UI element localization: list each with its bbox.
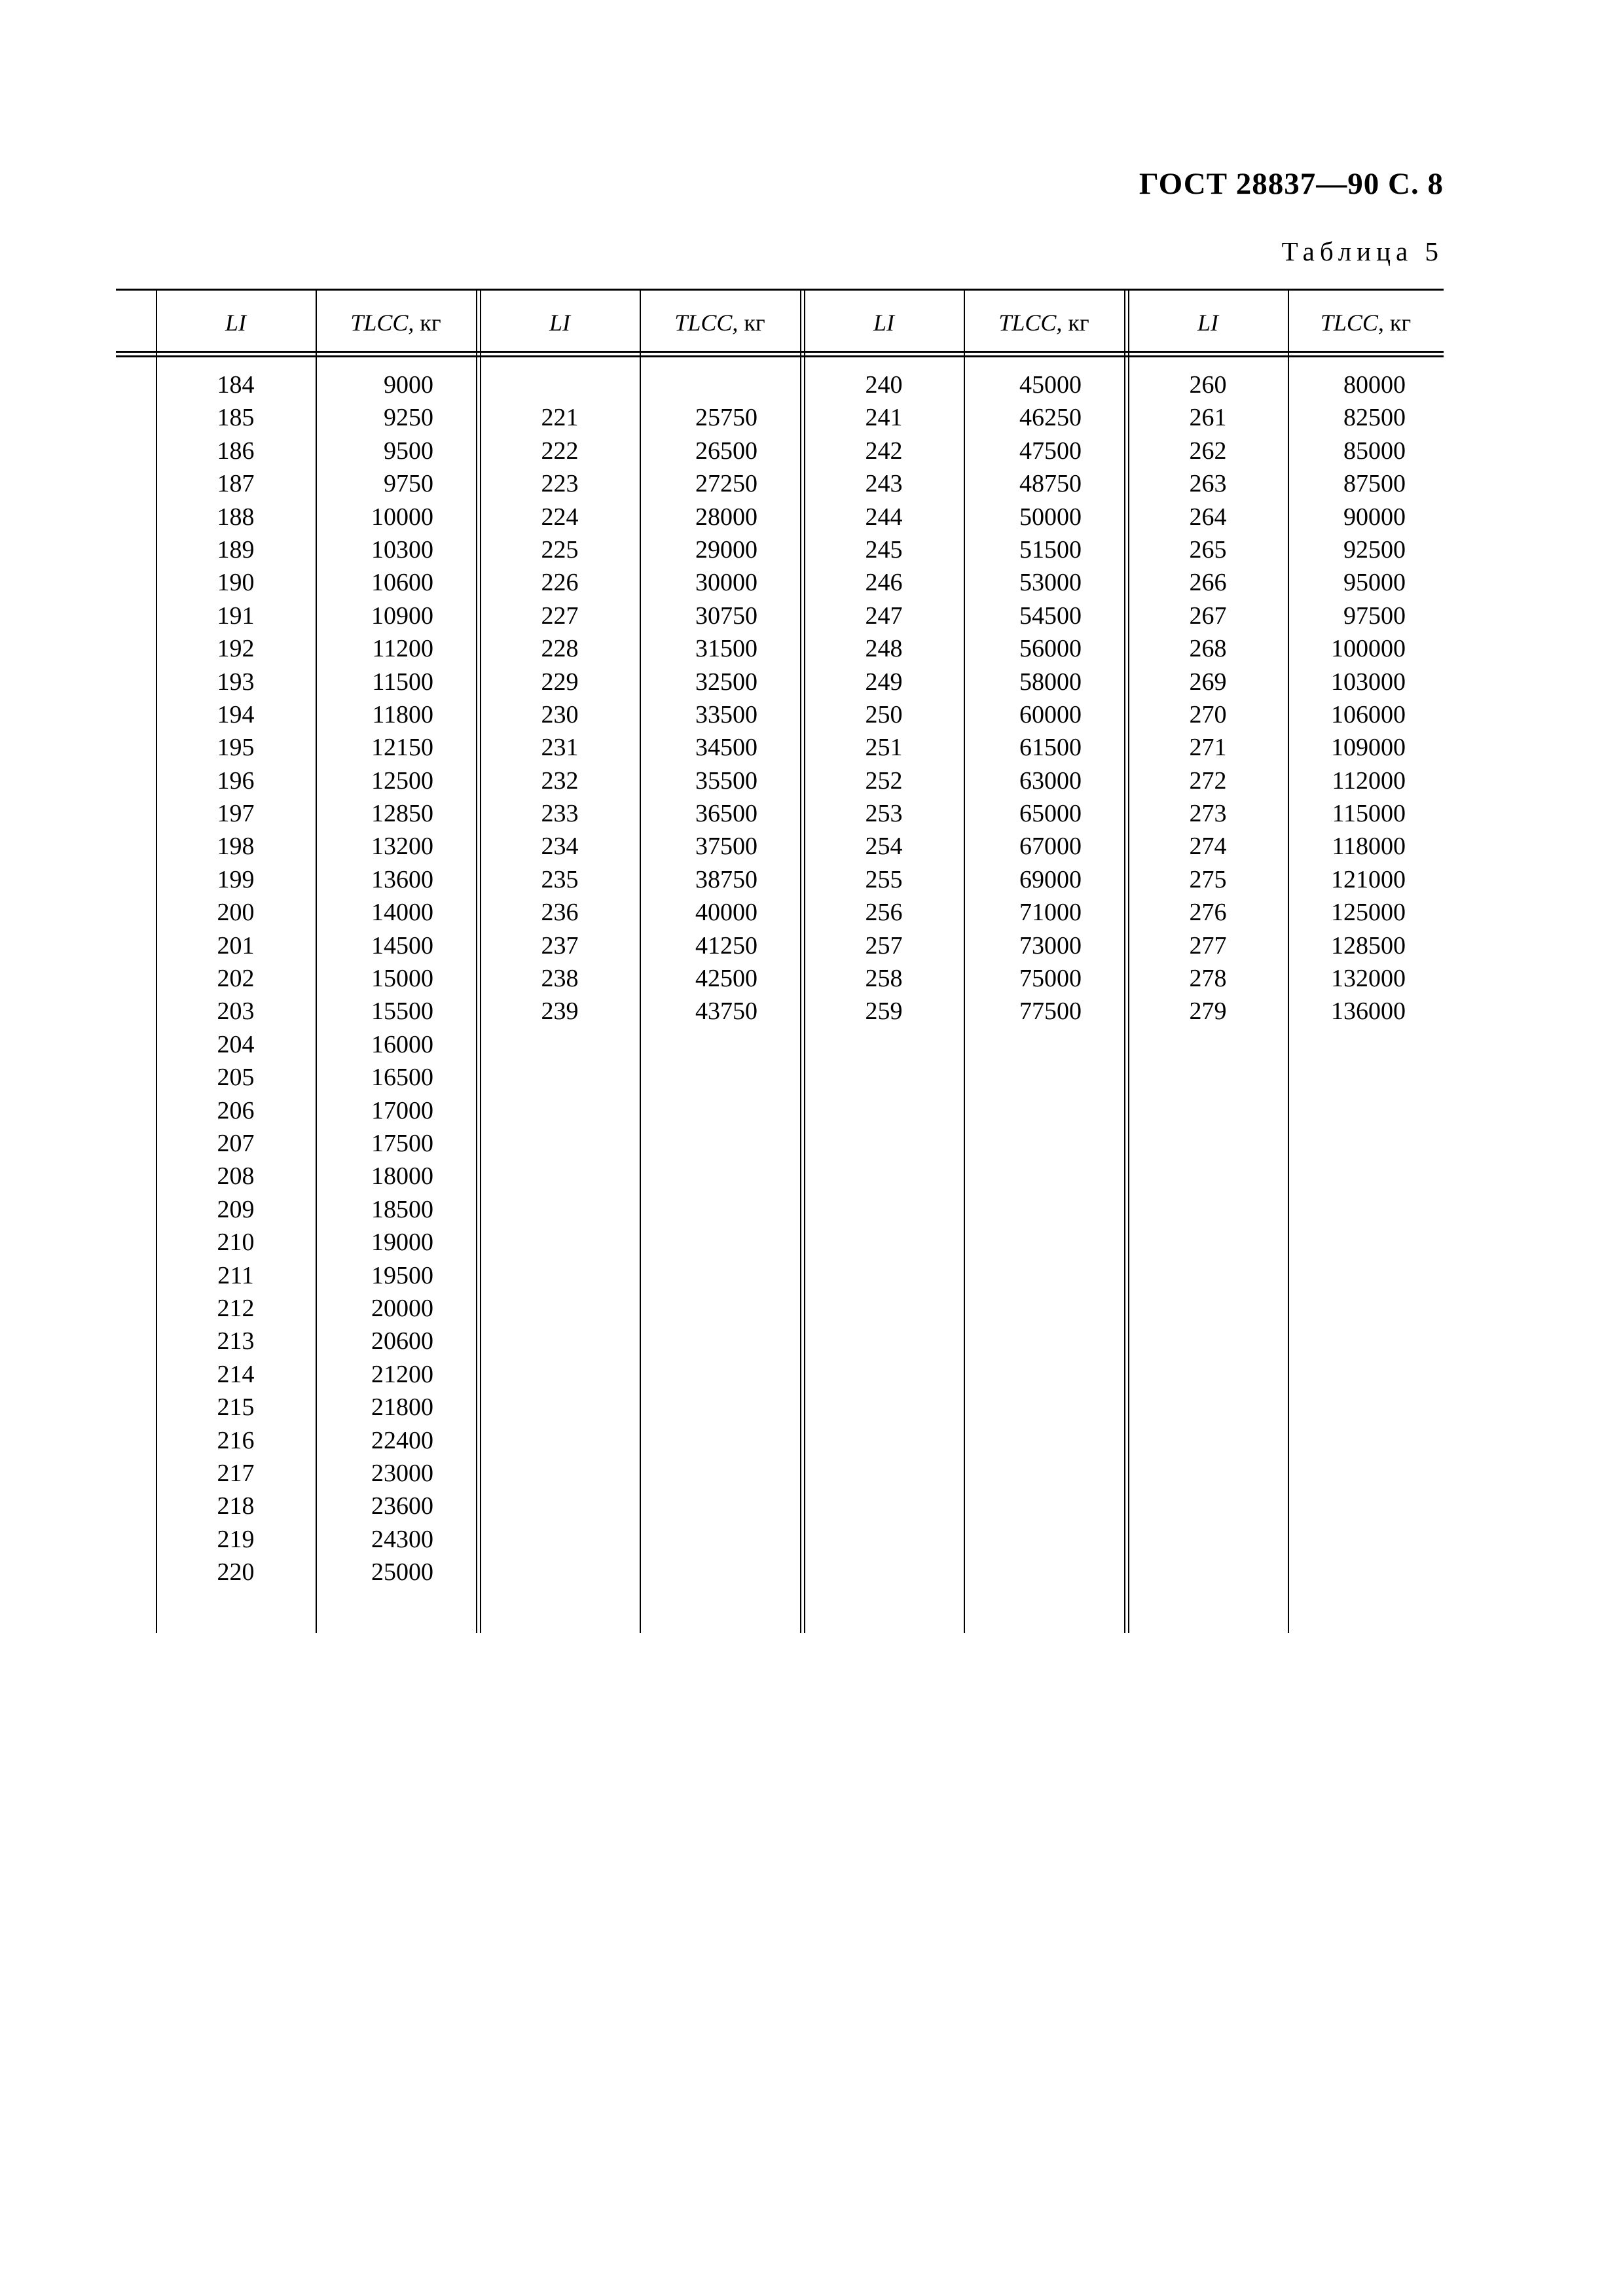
- load-index-cell: 246: [865, 569, 903, 597]
- tlcc-value-cell: 15500: [371, 997, 433, 1026]
- load-index-cell: 248: [865, 635, 903, 663]
- tlcc-value-cell: 45000: [1019, 371, 1082, 399]
- tlcc-value-cell: 37500: [695, 833, 757, 861]
- header-li-3: LI: [873, 310, 894, 336]
- load-index-cell: 264: [1189, 503, 1227, 531]
- tlcc-value-cell: 29000: [695, 535, 757, 564]
- tlcc-value-cell: 32500: [695, 668, 757, 696]
- tlcc-value-cell: 58000: [1019, 668, 1082, 696]
- tlcc-value-cell: 38750: [695, 865, 757, 893]
- load-index-cell: 258: [865, 965, 903, 993]
- tlcc-value-cell: 10300: [371, 535, 433, 564]
- tlcc-value-cell: 128500: [1331, 931, 1406, 960]
- load-index-cell: 221: [541, 404, 579, 432]
- tlcc-value-cell: 82500: [1343, 404, 1406, 432]
- tlcc-value-cell: 30000: [695, 569, 757, 597]
- load-index-cell: 239: [541, 997, 579, 1026]
- load-index-cell: 231: [541, 734, 579, 762]
- tlcc-value-cell: 26500: [695, 437, 757, 465]
- tlcc-value-cell: 25000: [371, 1558, 433, 1587]
- tlcc-value-cell: 121000: [1331, 865, 1406, 893]
- tlcc-value-cell: 19500: [371, 1261, 433, 1289]
- tlcc-value-cell: 41250: [695, 931, 757, 960]
- tlcc-column-3: [964, 368, 1082, 1028]
- load-index-cell: 271: [1189, 734, 1227, 762]
- tlcc-value-cell: 14500: [371, 931, 433, 960]
- load-index-cell: 274: [1189, 833, 1227, 861]
- tlcc-value-cell: 80000: [1343, 371, 1406, 399]
- load-index-cell: 202: [217, 965, 255, 993]
- tlcc-value-cell: 43750: [695, 997, 757, 1026]
- load-index-cell: 237: [541, 931, 579, 960]
- tlcc-value-cell: 118000: [1332, 833, 1406, 861]
- empty-cell: [480, 368, 640, 401]
- load-index-cell: 252: [865, 766, 903, 795]
- empty-cell: [640, 368, 757, 401]
- tlcc-value-cell: 136000: [1331, 997, 1406, 1026]
- tlcc-value-cell: 18000: [371, 1162, 433, 1191]
- tlcc-value-cell: 73000: [1019, 931, 1082, 960]
- tlcc-value-cell: 65000: [1019, 800, 1082, 828]
- tlcc-value-cell: 112000: [1332, 766, 1406, 795]
- load-index-cell: 259: [865, 997, 903, 1026]
- header-tlcc-1: TLCC, кг: [350, 310, 441, 336]
- load-index-cell: 261: [1189, 404, 1227, 432]
- tlcc-value-cell: 9500: [384, 437, 433, 465]
- load-index-cell: 233: [541, 800, 579, 828]
- tlcc-value-cell: 16500: [371, 1064, 433, 1092]
- tlcc-value-cell: 11200: [372, 635, 433, 663]
- load-index-cell: 251: [865, 734, 903, 762]
- tlcc-value-cell: 35500: [695, 766, 757, 795]
- load-index-cell: 197: [217, 800, 255, 828]
- tlcc-value-cell: 18500: [371, 1195, 433, 1223]
- load-index-cell: 244: [865, 503, 903, 531]
- tlcc-value-cell: 20000: [371, 1294, 433, 1322]
- load-index-cell: 247: [865, 601, 903, 630]
- tlcc-value-cell: 92500: [1343, 535, 1406, 564]
- tlcc-value-cell: 53000: [1019, 569, 1082, 597]
- tlcc-value-cell: 22400: [371, 1426, 433, 1454]
- load-index-cell: 273: [1189, 800, 1227, 828]
- tlcc-value-cell: 23000: [371, 1459, 433, 1487]
- tlcc-value-cell: 27250: [695, 470, 757, 498]
- tlcc-value-cell: 33500: [695, 700, 757, 728]
- header-tlcc-4: TLCC, кг: [1320, 310, 1412, 336]
- tlcc-value-cell: 15000: [371, 965, 433, 993]
- load-index-cell: 205: [217, 1064, 255, 1092]
- load-index-cell: 278: [1189, 965, 1227, 993]
- header-tlcc-3: TLCC, кг: [998, 310, 1089, 336]
- load-index-cell: 240: [865, 371, 903, 399]
- load-index-cell: 222: [541, 437, 579, 465]
- load-index-cell: 226: [541, 569, 579, 597]
- tlcc-value-cell: 30750: [695, 601, 757, 630]
- load-index-cell: 228: [541, 635, 579, 663]
- tlcc-value-cell: 87500: [1343, 470, 1406, 498]
- tlcc-value-cell: 100000: [1331, 635, 1406, 663]
- tlcc-value-cell: 50000: [1019, 503, 1082, 531]
- load-index-cell: 215: [217, 1393, 255, 1422]
- tlcc-value-cell: 12150: [371, 734, 433, 762]
- tlcc-value-cell: 14000: [371, 899, 433, 927]
- load-index-table: [116, 289, 1444, 1633]
- tlcc-value-cell: 24300: [371, 1525, 433, 1553]
- load-index-cell: 265: [1189, 535, 1227, 564]
- load-index-cell: 263: [1189, 470, 1227, 498]
- tlcc-column-1: [316, 368, 433, 1588]
- load-index-cell: 262: [1189, 437, 1227, 465]
- tlcc-value-cell: 34500: [695, 734, 757, 762]
- load-index-cell: 212: [217, 1294, 255, 1322]
- group-divider: [476, 289, 477, 1633]
- tlcc-value-cell: 11800: [372, 700, 433, 728]
- load-index-cell: 275: [1189, 865, 1227, 893]
- tlcc-value-cell: 31500: [695, 635, 757, 663]
- tlcc-value-cell: 16000: [371, 1030, 433, 1058]
- header-li-4: LI: [1197, 310, 1218, 336]
- tlcc-value-cell: 12850: [371, 800, 433, 828]
- tlcc-value-cell: 69000: [1019, 865, 1082, 893]
- tlcc-value-cell: 9000: [384, 371, 433, 399]
- group-divider: [800, 289, 801, 1633]
- load-index-cell: 192: [217, 635, 255, 663]
- tlcc-value-cell: 25750: [695, 404, 757, 432]
- tlcc-value-cell: 63000: [1019, 766, 1082, 795]
- load-index-cell: 249: [865, 668, 903, 696]
- tlcc-value-cell: 9250: [384, 404, 433, 432]
- tlcc-value-cell: 9750: [384, 470, 433, 498]
- tlcc-value-cell: 47500: [1019, 437, 1082, 465]
- page-header: ГОСТ 28837—90 С. 8: [1139, 167, 1444, 201]
- load-index-cell: 260: [1189, 371, 1227, 399]
- header-tlcc-2: TLCC, кг: [674, 310, 765, 336]
- tlcc-value-cell: 61500: [1019, 734, 1082, 762]
- load-index-cell: 242: [865, 437, 903, 465]
- load-index-cell: 186: [217, 437, 255, 465]
- tlcc-value-cell: 60000: [1019, 700, 1082, 728]
- load-index-cell: 234: [541, 833, 579, 861]
- header-li-2: LI: [549, 310, 570, 336]
- tlcc-value-cell: 19000: [371, 1229, 433, 1257]
- tlcc-value-cell: 17500: [371, 1129, 433, 1157]
- tlcc-value-cell: 95000: [1343, 569, 1406, 597]
- load-index-cell: 185: [217, 404, 255, 432]
- load-index-cell: 257: [865, 931, 903, 960]
- li-column-3: [804, 368, 964, 1028]
- tlcc-value-cell: 17000: [371, 1096, 433, 1124]
- load-index-cell: 196: [217, 766, 255, 795]
- load-index-cell: 214: [217, 1360, 255, 1388]
- load-index-cell: 253: [865, 800, 903, 828]
- load-index-cell: 216: [217, 1426, 255, 1454]
- load-index-cell: 225: [541, 535, 579, 564]
- load-index-cell: 194: [217, 700, 255, 728]
- load-index-cell: 203: [217, 997, 255, 1026]
- tlcc-value-cell: 85000: [1343, 437, 1406, 465]
- tlcc-value-cell: 10600: [371, 569, 433, 597]
- load-index-cell: 188: [217, 503, 255, 531]
- load-index-cell: 218: [217, 1492, 255, 1520]
- load-index-cell: 229: [541, 668, 579, 696]
- load-index-cell: 211: [217, 1261, 254, 1289]
- load-index-cell: 224: [541, 503, 579, 531]
- tlcc-value-cell: 97500: [1343, 601, 1406, 630]
- tlcc-value-cell: 36500: [695, 800, 757, 828]
- load-index-cell: 220: [217, 1558, 255, 1587]
- tlcc-value-cell: 10900: [371, 601, 433, 630]
- tlcc-value-cell: 20600: [371, 1327, 433, 1355]
- tlcc-value-cell: 51500: [1019, 535, 1082, 564]
- tlcc-value-cell: 90000: [1343, 503, 1406, 531]
- tlcc-value-cell: 56000: [1019, 635, 1082, 663]
- li-column-2: [480, 368, 640, 1028]
- tlcc-value-cell: 13200: [371, 833, 433, 861]
- load-index-cell: 208: [217, 1162, 255, 1191]
- load-index-cell: 198: [217, 833, 255, 861]
- tlcc-value-cell: 67000: [1019, 833, 1082, 861]
- tlcc-value-cell: 103000: [1331, 668, 1406, 696]
- load-index-cell: 277: [1189, 931, 1227, 960]
- load-index-cell: 235: [541, 865, 579, 893]
- tlcc-value-cell: 21200: [371, 1360, 433, 1388]
- li-column-1: [156, 368, 316, 1588]
- tlcc-value-cell: 109000: [1331, 734, 1406, 762]
- load-index-cell: 189: [217, 535, 255, 564]
- load-index-cell: 255: [865, 865, 903, 893]
- tlcc-column-2: [640, 368, 757, 1028]
- load-index-cell: 256: [865, 899, 903, 927]
- load-index-cell: 219: [217, 1525, 255, 1553]
- load-index-cell: 250: [865, 700, 903, 728]
- load-index-cell: 209: [217, 1195, 255, 1223]
- tlcc-value-cell: 48750: [1019, 470, 1082, 498]
- load-index-cell: 254: [865, 833, 903, 861]
- tlcc-value-cell: 13600: [371, 865, 433, 893]
- load-index-cell: 201: [217, 931, 255, 960]
- load-index-cell: 193: [217, 668, 255, 696]
- load-index-cell: 184: [217, 371, 255, 399]
- tlcc-value-cell: 75000: [1019, 965, 1082, 993]
- tlcc-value-cell: 106000: [1331, 700, 1406, 728]
- tlcc-value-cell: 132000: [1331, 965, 1406, 993]
- load-index-cell: 276: [1189, 899, 1227, 927]
- load-index-cell: 243: [865, 470, 903, 498]
- load-index-cell: 269: [1189, 668, 1227, 696]
- tlcc-value-cell: 46250: [1019, 404, 1082, 432]
- load-index-cell: 272: [1189, 766, 1227, 795]
- load-index-cell: 279: [1189, 997, 1227, 1026]
- load-index-cell: 268: [1189, 635, 1227, 663]
- load-index-cell: 195: [217, 734, 255, 762]
- load-index-cell: 270: [1189, 700, 1227, 728]
- load-index-cell: 223: [541, 470, 579, 498]
- load-index-cell: 230: [541, 700, 579, 728]
- load-index-cell: 241: [865, 404, 903, 432]
- load-index-cell: 266: [1189, 569, 1227, 597]
- load-index-cell: 267: [1189, 601, 1227, 630]
- load-index-cell: 236: [541, 899, 579, 927]
- load-index-cell: 213: [217, 1327, 255, 1355]
- load-index-cell: 232: [541, 766, 579, 795]
- load-index-cell: 200: [217, 899, 255, 927]
- tlcc-value-cell: 71000: [1019, 899, 1082, 927]
- load-index-cell: 204: [217, 1030, 255, 1058]
- tlcc-value-cell: 40000: [695, 899, 757, 927]
- tlcc-value-cell: 28000: [695, 503, 757, 531]
- tlcc-value-cell: 23600: [371, 1492, 433, 1520]
- tlcc-value-cell: 42500: [695, 965, 757, 993]
- load-index-cell: 199: [217, 865, 255, 893]
- tlcc-value-cell: 11500: [372, 668, 433, 696]
- tlcc-value-cell: 77500: [1019, 997, 1082, 1026]
- tlcc-value-cell: 21800: [371, 1393, 433, 1422]
- li-column-4: [1128, 368, 1288, 1028]
- load-index-cell: 238: [541, 965, 579, 993]
- load-index-cell: 227: [541, 601, 579, 630]
- tlcc-value-cell: 12500: [371, 766, 433, 795]
- tlcc-value-cell: 54500: [1019, 601, 1082, 630]
- tlcc-column-4: [1288, 368, 1406, 1028]
- load-index-cell: 206: [217, 1096, 255, 1124]
- load-index-cell: 210: [217, 1229, 255, 1257]
- load-index-cell: 187: [217, 470, 255, 498]
- table-caption: Таблица 5: [1281, 236, 1444, 266]
- load-index-cell: 245: [865, 535, 903, 564]
- tlcc-value-cell: 115000: [1332, 800, 1406, 828]
- load-index-cell: 207: [217, 1129, 255, 1157]
- load-index-cell: 190: [217, 569, 255, 597]
- load-index-cell: 191: [217, 601, 255, 630]
- group-divider: [1124, 289, 1125, 1633]
- load-index-cell: 217: [217, 1459, 255, 1487]
- header-li-1: LI: [225, 310, 246, 336]
- tlcc-value-cell: 10000: [371, 503, 433, 531]
- tlcc-value-cell: 125000: [1331, 899, 1406, 927]
